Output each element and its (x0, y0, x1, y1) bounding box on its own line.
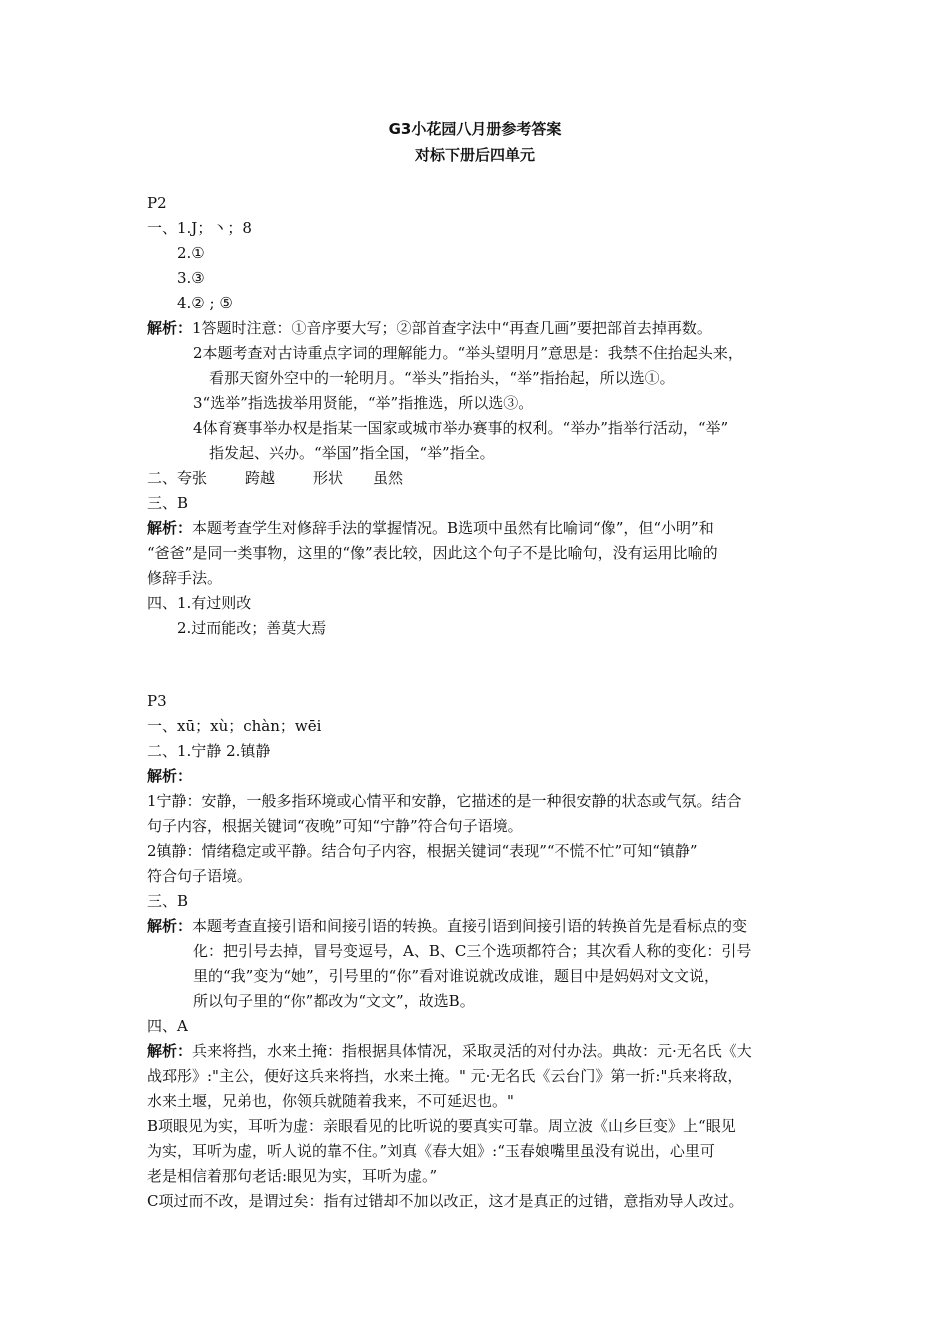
p2-q2-word4: 虽然 (373, 469, 404, 487)
p3-q4-line2: 战邳彤》:"主公，便好这兵来将挡，水来土掩。" 元·无名氏《云台门》第一折:"兵来将敌， (147, 1067, 743, 1085)
p2-q4-a2: 2.过而能改；善莫大焉 (177, 619, 327, 637)
p3-q1: 一、xū；xù；chàn；wēi (147, 717, 322, 735)
analysis-label: 解析： (147, 519, 193, 537)
p2-q1-an3: 3“选举”指选拔举用贤能，“举”指推选，所以选③。 (193, 394, 534, 412)
analysis-text: 1答题时注意：①音序要大写；②部首查字法中“再查几画”要把部首去掉再数。 (192, 319, 712, 337)
p2-q1-a2: 2.① (177, 244, 205, 262)
analysis-text: 兵来将挡，水来土掩：指根据具体情况，采取灵活的对付办法。典故：元·无名氏《大 (192, 1042, 752, 1060)
p3-q3-line2: 化：把引号去掉，冒号变逗号，A、B、C三个选项都符合；其次看人称的变化：引号 (193, 942, 752, 960)
analysis-text: 本题考查直接引语和间接引语的转换。直接引语到间接引语的转换首先是看标点的变 (192, 917, 748, 935)
p3-q2-a1-line2: 句子内容，根据关键词“夜晚”可知“宁静”符合句子语境。 (147, 817, 523, 835)
p2-q2-word3: 形状 (313, 469, 344, 487)
p3-q2-lead: 二、1.宁静 2.镇静 (147, 742, 271, 760)
doc-subtitle: 对标下册后四单元 (414, 146, 535, 164)
analysis-label: 解析： (147, 917, 193, 935)
p2-q1-a3: 3.③ (177, 269, 205, 287)
p3-q4-b-line3: 老是相信着那句老话:眼见为实，耳听为虚。” (147, 1167, 438, 1185)
p2-q3-line2: “爸爸”是同一类事物，这里的“像”表比较，因此这个句子不是比喻句，没有运用比喻的 (147, 544, 718, 562)
p2-q1-an2-line1: 2本题考查对古诗重点字词的理解能力。“举头望明月”意思是：我禁不住抬起头来， (193, 344, 743, 362)
p3-q3-lead: 三、B (147, 892, 189, 910)
page-label-p3: P3 (147, 692, 167, 710)
p3-q3-line3: 里的“我”变为“她”，引号里的“你”看对谁说就改成谁，题目中是妈妈对文文说， (193, 967, 720, 985)
p3-q4-line3: 水来土堰，兄弟也，你领兵就随着我来，不可延迟也。" (147, 1092, 514, 1110)
p2-q2 (147, 467, 403, 489)
p3-q2-a2-line2: 符合句子语境。 (147, 867, 253, 885)
p3-q4-analysis (147, 1040, 752, 1062)
p2-q2-lead: 二、夸张 (147, 469, 208, 487)
p2-q1-analysis (147, 317, 712, 339)
p2-q1-an2-line2: 看那天窗外空中的一轮明月。“举头”指抬头，“举”指抬起，所以选①。 (209, 369, 675, 387)
p2-q1-an4-line2: 指发起、兴办。“举国”指全国，“举”指全。 (209, 444, 495, 462)
p3-q3-line4: 所以句子里的“你”都改为“文文”，故选B。 (193, 992, 475, 1010)
p2-q2-word2: 跨越 (245, 469, 276, 487)
p3-q4-b-line1: B项眼见为实，耳听为虚：亲眼看见的比听说的要真实可靠。周立波《山乡巨变》上“眼见 (147, 1117, 736, 1135)
p2-q3-lead: 三、B (147, 494, 189, 512)
analysis-text: 本题考查学生对修辞手法的掌握情况。B选项中虽然有比喻词“像”，但“小明”和 (192, 519, 714, 537)
p3-q4-lead: 四、A (147, 1017, 188, 1035)
p3-q2-a2-line1: 2镇静：情绪稳定或平静。结合句子内容，根据关键词“表现”“不慌不忙”可知“镇静” (147, 842, 698, 860)
p2-q4-lead: 四、1.有过则改 (147, 594, 252, 612)
p2-q3-line3: 修辞手法。 (147, 569, 223, 587)
p2-q1-a4: 4.② ; ⑤ (177, 294, 233, 312)
p3-q2-a1-line1: 1宁静：安静，一般多指环境或心情平和安静，它描述的是一种很安静的状态或气氛。结合 (147, 792, 742, 810)
analysis-label: 解析： (147, 319, 193, 337)
p3-q4-c-line1: C项过而不改，是谓过矣：指有过错却不加以改正，这才是真正的过错，意指劝导人改过。 (147, 1192, 744, 1210)
doc-title: G3小花园八月册参考答案 (388, 120, 562, 138)
p2-q1-lead: 一、1.J；丶；8 (147, 219, 252, 237)
p3-q4-b-line2: 为实，耳听为虚，听人说的靠不住。”刘真《春大姐》:“玉春娘嘴里虽没有说出，心里可 (147, 1142, 715, 1160)
analysis-label: 解析： (147, 1042, 193, 1060)
p3-q3-analysis (147, 915, 747, 937)
p2-q1-an4-line1: 4体育赛事举办权是指某一国家或城市举办赛事的权利。“举办”指举行活动，“举” (193, 419, 729, 437)
p3-q2-analysis-label: 解析： (147, 767, 193, 785)
page-label-p2: P2 (147, 194, 167, 212)
p2-q3-analysis (147, 517, 714, 539)
